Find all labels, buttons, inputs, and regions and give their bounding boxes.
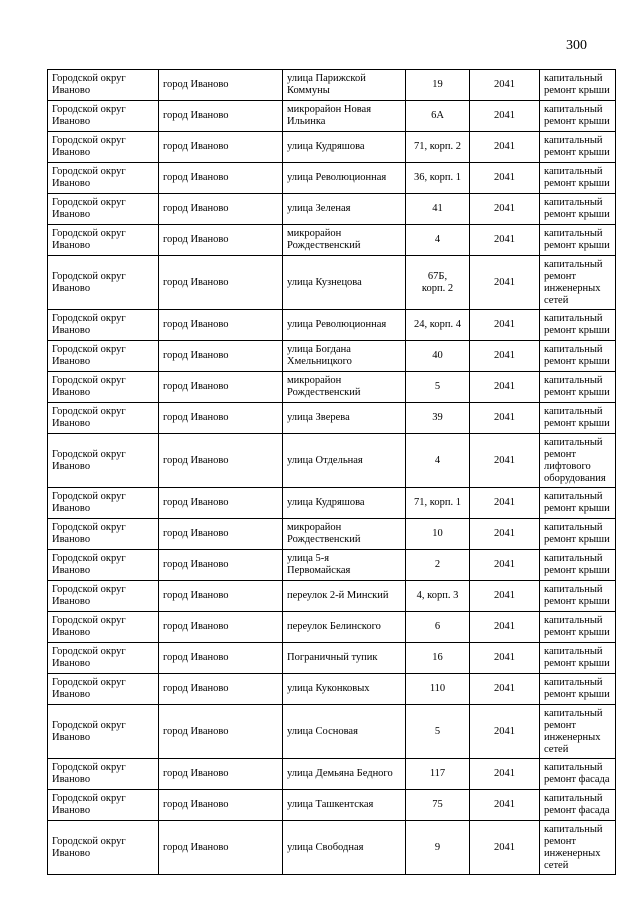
street-cell: улица Кузнецова: [283, 256, 406, 310]
year-cell: 2041: [470, 225, 540, 256]
work-type-cell: капитальный ремонт крыши: [540, 581, 616, 612]
house-number-cell: 6А: [406, 101, 470, 132]
locality-cell: город Иваново: [159, 550, 283, 581]
table-body: [48, 70, 616, 875]
work-type-cell: капитальный ремонт крыши: [540, 612, 616, 643]
work-type-cell: капитальный ремонт крыши: [540, 70, 616, 101]
work-type-cell: капитальный ремонт крыши: [540, 643, 616, 674]
table-row: [48, 341, 616, 372]
work-type-cell: капитальный ремонт крыши: [540, 101, 616, 132]
year-cell: 2041: [470, 550, 540, 581]
street-cell: улица 5-я Первомайская: [283, 550, 406, 581]
locality-cell: город Иваново: [159, 225, 283, 256]
house-number-cell: 71, корп. 2: [406, 132, 470, 163]
work-type-cell: капитальный ремонт крыши: [540, 519, 616, 550]
table-row: [48, 705, 616, 759]
work-type-cell: капитальный ремонт крыши: [540, 341, 616, 372]
table-row: [48, 550, 616, 581]
work-type-cell: капитальный ремонт фасада: [540, 759, 616, 790]
locality-cell: город Иваново: [159, 341, 283, 372]
municipality-cell: Городской округ Иваново: [48, 101, 159, 132]
locality-cell: город Иваново: [159, 643, 283, 674]
street-cell: микрорайон Новая Ильинка: [283, 101, 406, 132]
locality-cell: город Иваново: [159, 488, 283, 519]
locality-cell: город Иваново: [159, 705, 283, 759]
municipality-cell: Городской округ Иваново: [48, 705, 159, 759]
street-cell: улица Свободная: [283, 821, 406, 875]
year-cell: 2041: [470, 101, 540, 132]
street-cell: улица Кудряшова: [283, 488, 406, 519]
house-number-cell: 71, корп. 1: [406, 488, 470, 519]
municipality-cell: Городской округ Иваново: [48, 581, 159, 612]
locality-cell: город Иваново: [159, 403, 283, 434]
table-row: [48, 310, 616, 341]
municipality-cell: Городской округ Иваново: [48, 310, 159, 341]
municipality-cell: Городской округ Иваново: [48, 341, 159, 372]
house-number-cell: 5: [406, 372, 470, 403]
municipality-cell: Городской округ Иваново: [48, 759, 159, 790]
street-cell: улица Сосновая: [283, 705, 406, 759]
table-row: [48, 132, 616, 163]
table-row: [48, 225, 616, 256]
street-cell: микрорайон Рождественский: [283, 372, 406, 403]
municipality-cell: Городской округ Иваново: [48, 372, 159, 403]
street-cell: Пограничный тупик: [283, 643, 406, 674]
house-number-cell: 10: [406, 519, 470, 550]
table-row: [48, 256, 616, 310]
table-row: [48, 372, 616, 403]
year-cell: 2041: [470, 256, 540, 310]
work-type-cell: капитальный ремонт крыши: [540, 163, 616, 194]
house-number-cell: 4, корп. 3: [406, 581, 470, 612]
street-cell: микрорайон Рождественский: [283, 225, 406, 256]
year-cell: 2041: [470, 581, 540, 612]
municipality-cell: Городской округ Иваново: [48, 70, 159, 101]
municipality-cell: Городской округ Иваново: [48, 132, 159, 163]
table-row: [48, 674, 616, 705]
house-number-cell: 4: [406, 434, 470, 488]
year-cell: 2041: [470, 643, 540, 674]
table-row: [48, 403, 616, 434]
work-type-cell: капитальный ремонт крыши: [540, 132, 616, 163]
street-cell: улица Богдана Хмельницкого: [283, 341, 406, 372]
table-row: [48, 821, 616, 875]
house-number-cell: 2: [406, 550, 470, 581]
year-cell: 2041: [470, 341, 540, 372]
year-cell: 2041: [470, 821, 540, 875]
street-cell: улица Ташкентская: [283, 790, 406, 821]
year-cell: 2041: [470, 70, 540, 101]
work-type-cell: капитальный ремонт крыши: [540, 225, 616, 256]
work-type-cell: капитальный ремонт крыши: [540, 194, 616, 225]
locality-cell: город Иваново: [159, 434, 283, 488]
municipality-cell: Городской округ Иваново: [48, 488, 159, 519]
year-cell: 2041: [470, 612, 540, 643]
municipality-cell: Городской округ Иваново: [48, 821, 159, 875]
street-cell: улица Революционная: [283, 310, 406, 341]
municipality-cell: Городской округ Иваново: [48, 643, 159, 674]
table-row: [48, 101, 616, 132]
locality-cell: город Иваново: [159, 132, 283, 163]
street-cell: переулок 2-й Минский: [283, 581, 406, 612]
work-type-cell: капитальный ремонт фасада: [540, 790, 616, 821]
table-row: [48, 581, 616, 612]
repair-schedule-table: [47, 69, 616, 875]
locality-cell: город Иваново: [159, 256, 283, 310]
work-type-cell: капитальный ремонт крыши: [540, 488, 616, 519]
work-type-cell: капитальный ремонт крыши: [540, 550, 616, 581]
municipality-cell: Городской округ Иваново: [48, 256, 159, 310]
street-cell: улица Революционная: [283, 163, 406, 194]
street-cell: улица Кудряшова: [283, 132, 406, 163]
table-row: [48, 488, 616, 519]
locality-cell: город Иваново: [159, 674, 283, 705]
municipality-cell: Городской округ Иваново: [48, 519, 159, 550]
year-cell: 2041: [470, 132, 540, 163]
locality-cell: город Иваново: [159, 310, 283, 341]
table-row: [48, 759, 616, 790]
year-cell: 2041: [470, 403, 540, 434]
year-cell: 2041: [470, 759, 540, 790]
house-number-cell: 39: [406, 403, 470, 434]
house-number-cell: 40: [406, 341, 470, 372]
work-type-cell: капитальный ремонт инженерных сетей: [540, 705, 616, 759]
table-row: [48, 434, 616, 488]
locality-cell: город Иваново: [159, 821, 283, 875]
year-cell: 2041: [470, 310, 540, 341]
house-number-cell: 4: [406, 225, 470, 256]
table-row: [48, 70, 616, 101]
year-cell: 2041: [470, 488, 540, 519]
table-row: [48, 194, 616, 225]
table-row: [48, 519, 616, 550]
locality-cell: город Иваново: [159, 759, 283, 790]
locality-cell: город Иваново: [159, 612, 283, 643]
street-cell: улица Куконковых: [283, 674, 406, 705]
house-number-cell: 5: [406, 705, 470, 759]
municipality-cell: Городской округ Иваново: [48, 225, 159, 256]
locality-cell: город Иваново: [159, 581, 283, 612]
house-number-cell: 16: [406, 643, 470, 674]
house-number-cell: 24, корп. 4: [406, 310, 470, 341]
table-row: [48, 643, 616, 674]
locality-cell: город Иваново: [159, 372, 283, 403]
table-row: [48, 163, 616, 194]
house-number-cell: 41: [406, 194, 470, 225]
municipality-cell: Городской округ Иваново: [48, 612, 159, 643]
street-cell: улица Парижской Коммуны: [283, 70, 406, 101]
house-number-cell: 110: [406, 674, 470, 705]
table-row: [48, 612, 616, 643]
municipality-cell: Городской округ Иваново: [48, 550, 159, 581]
house-number-cell: 67Б, корп. 2: [406, 256, 470, 310]
work-type-cell: капитальный ремонт крыши: [540, 674, 616, 705]
street-cell: переулок Белинского: [283, 612, 406, 643]
locality-cell: город Иваново: [159, 194, 283, 225]
page-number: 300: [566, 38, 587, 53]
street-cell: микрорайон Рождественский: [283, 519, 406, 550]
year-cell: 2041: [470, 194, 540, 225]
year-cell: 2041: [470, 434, 540, 488]
house-number-cell: 6: [406, 612, 470, 643]
municipality-cell: Городской округ Иваново: [48, 403, 159, 434]
locality-cell: город Иваново: [159, 790, 283, 821]
municipality-cell: Городской округ Иваново: [48, 434, 159, 488]
work-type-cell: капитальный ремонт инженерных сетей: [540, 256, 616, 310]
house-number-cell: 9: [406, 821, 470, 875]
work-type-cell: капитальный ремонт лифтового оборудования: [540, 434, 616, 488]
house-number-cell: 19: [406, 70, 470, 101]
street-cell: улица Демьяна Бедного: [283, 759, 406, 790]
locality-cell: город Иваново: [159, 70, 283, 101]
locality-cell: город Иваново: [159, 519, 283, 550]
table-row: [48, 790, 616, 821]
house-number-cell: 36, корп. 1: [406, 163, 470, 194]
municipality-cell: Городской округ Иваново: [48, 674, 159, 705]
municipality-cell: Городской округ Иваново: [48, 194, 159, 225]
work-type-cell: капитальный ремонт инженерных сетей: [540, 821, 616, 875]
year-cell: 2041: [470, 674, 540, 705]
year-cell: 2041: [470, 519, 540, 550]
house-number-cell: 117: [406, 759, 470, 790]
year-cell: 2041: [470, 790, 540, 821]
locality-cell: город Иваново: [159, 101, 283, 132]
year-cell: 2041: [470, 163, 540, 194]
locality-cell: город Иваново: [159, 163, 283, 194]
street-cell: улица Зеленая: [283, 194, 406, 225]
work-type-cell: капитальный ремонт крыши: [540, 310, 616, 341]
year-cell: 2041: [470, 372, 540, 403]
year-cell: 2041: [470, 705, 540, 759]
work-type-cell: капитальный ремонт крыши: [540, 372, 616, 403]
street-cell: улица Отдельная: [283, 434, 406, 488]
municipality-cell: Городской округ Иваново: [48, 790, 159, 821]
house-number-cell: 75: [406, 790, 470, 821]
work-type-cell: капитальный ремонт крыши: [540, 403, 616, 434]
street-cell: улица Зверева: [283, 403, 406, 434]
municipality-cell: Городской округ Иваново: [48, 163, 159, 194]
